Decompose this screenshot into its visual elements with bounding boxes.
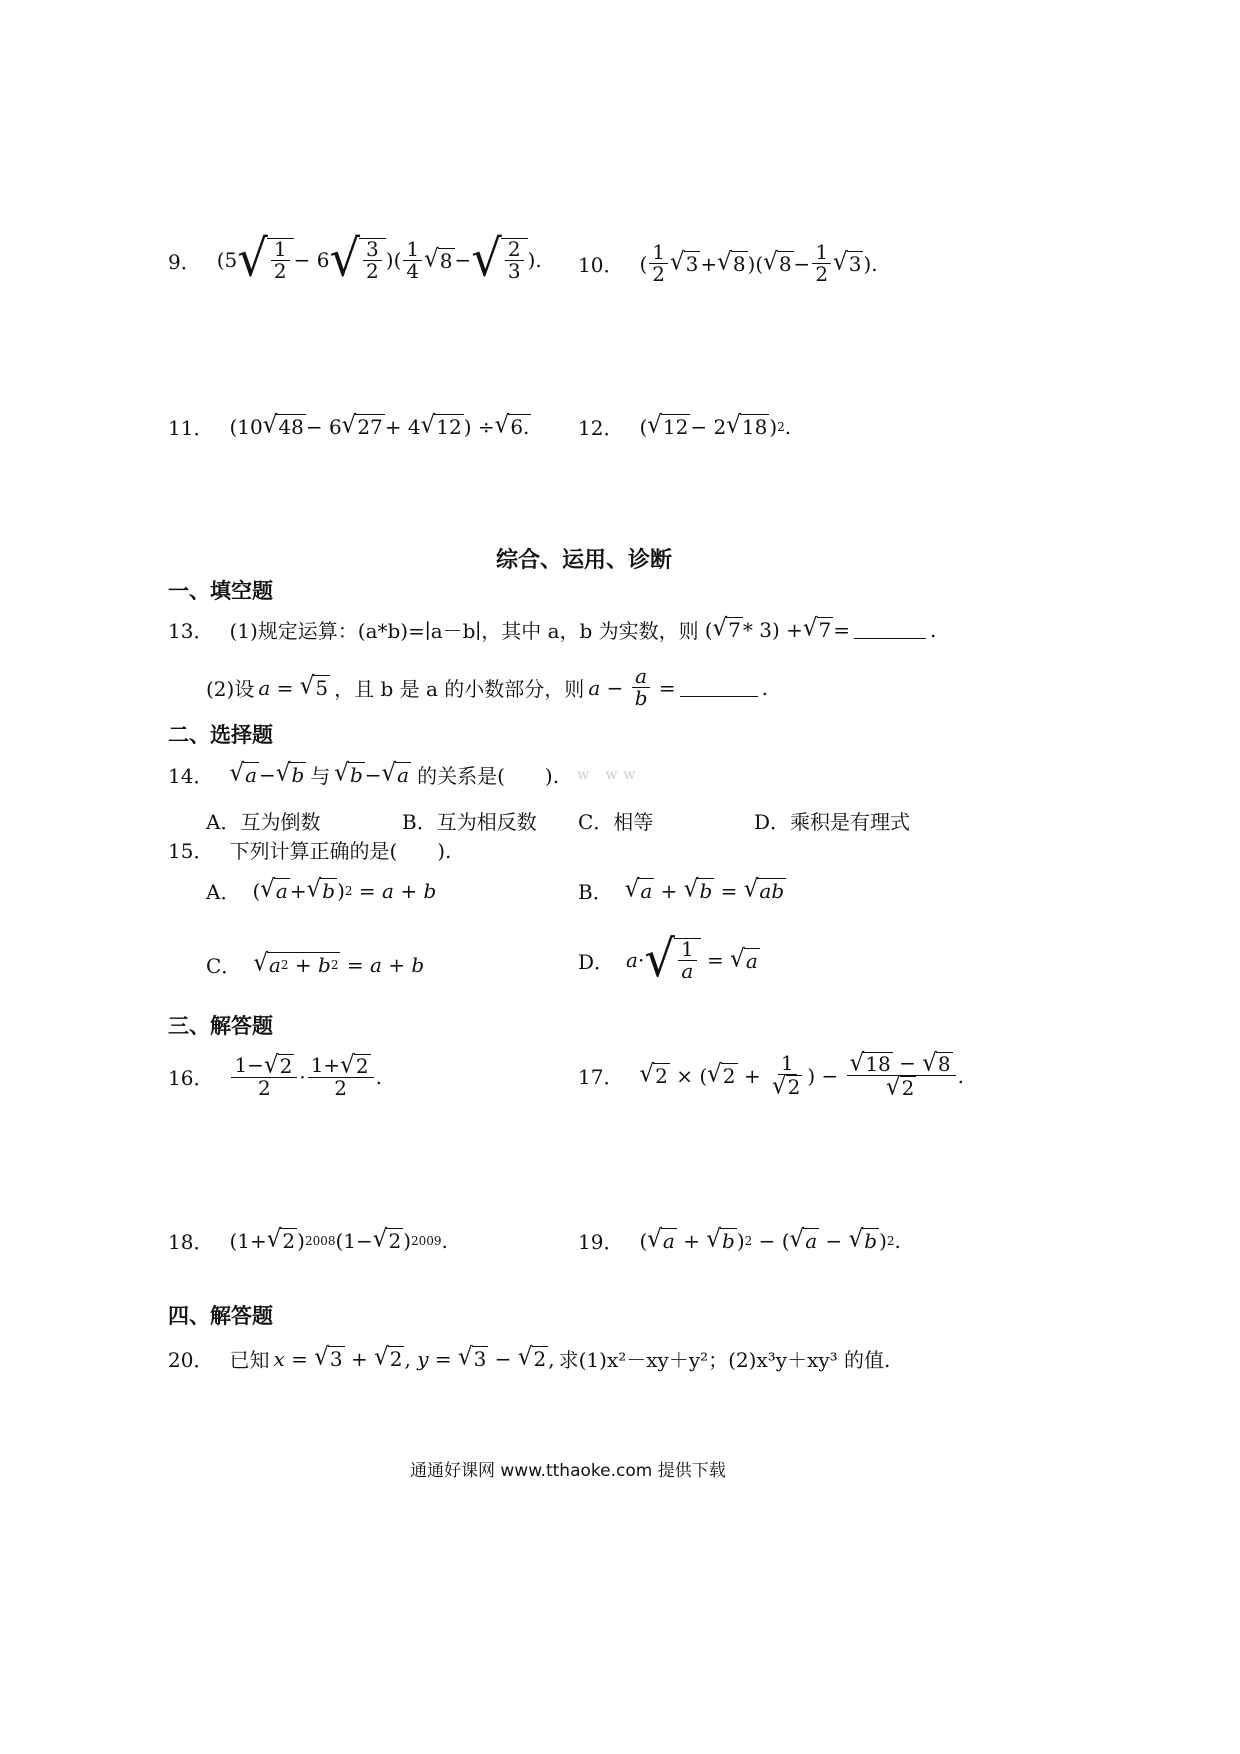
math-expression: ( √ 7 * 3) + √ 7 = <box>704 614 851 642</box>
answer-blank[interactable] <box>680 678 758 697</box>
question-text: ，且 b 是 a 的小数部分，则 <box>334 677 585 701</box>
math-expression: ( √ 12 − 2 √ 18 ) 2 . <box>639 411 792 439</box>
question-9 <box>168 229 542 289</box>
question-13-part-1: 13． (1)规定运算：(a*b)=∣a－b∣，其中 a，b 为实数，则 ( √ 7 * 3) + √ 7 = . <box>168 614 937 643</box>
math-expression: (5 √ $\frac{1}{2}$ − 6 √ $\frac{3}{2}$ )( $\frac{1}{4}$ √ 8 − √ $\frac{2}{3}$ ). <box>216 229 542 289</box>
question-number: 10． <box>578 253 624 277</box>
option-label: C． <box>206 954 242 978</box>
math-expression: √ b − √ a <box>334 759 410 787</box>
question-text: 下列计算正确的是( ). <box>229 839 452 863</box>
math-expression: a = √ 5 <box>258 672 329 700</box>
math-expression: √ a 2 + b 2 = a + b <box>253 949 425 977</box>
question-text: (1)规定运算：(a*b)=∣a－b∣，其中 a，b 为实数，则 <box>229 619 699 643</box>
section-title: 综合、运用、诊断 <box>496 548 673 573</box>
question-number: 13． <box>168 619 214 643</box>
option-d[interactable]: D．乘积是有理式 <box>754 810 911 834</box>
question-10 <box>578 242 878 285</box>
math-expression: √ a − √ b <box>229 759 305 787</box>
question-text: 与 <box>310 764 331 788</box>
question-number: 16． <box>168 1066 214 1090</box>
answer-blank[interactable] <box>854 620 926 639</box>
question-15 <box>168 835 451 864</box>
question-11 <box>168 412 531 441</box>
question-16 <box>168 1051 382 1100</box>
option-b[interactable] <box>578 876 786 905</box>
math-expression: x = √ 3 + √ 2 , y = √ 3 − √ 2 , <box>273 1343 555 1371</box>
option-label: D． <box>578 949 615 974</box>
question-text: 的关系是( ). <box>417 764 560 788</box>
option-label: A． <box>206 880 241 904</box>
question-number: 17． <box>578 1065 624 1089</box>
math-expression: 1− √ 2 2 · 1+ √ 2 2 . <box>229 1054 381 1099</box>
question-number: 12． <box>578 416 624 440</box>
heading-solve: 三、解答题 <box>168 1014 273 1038</box>
math-expression: ( $\frac{1}{2}$ √ 3 + √ 8 )( √ 8 − $\frac{1}{2}$ √ 3 ). <box>639 240 878 286</box>
question-number: 15． <box>168 839 214 863</box>
option-c[interactable] <box>206 950 424 979</box>
question-13-part-2: (2)设 a = √ 5 ，且 b 是 a 的小数部分，则 a − $\frac{a}{b}$ = . <box>206 664 769 710</box>
question-17 <box>578 1049 965 1101</box>
question-18 <box>168 1226 448 1255</box>
math-expression: √ 2 × ( √ 2 + 1 √ 2 ) − √ 18 − √ 8 √ 2 . <box>639 1049 965 1101</box>
question-text: (2)设 <box>206 677 255 701</box>
page-footer: 通通好课网 www.tthaoke.com 提供下载 <box>410 1461 726 1481</box>
math-expression: a · √ $\frac{1}{a}$ = √ a <box>626 929 758 989</box>
option-label: B． <box>578 880 613 904</box>
math-expression: ( √ a + √ b ) 2 = a + b <box>252 875 437 903</box>
question-number: 14． <box>168 764 214 788</box>
question-number: 11． <box>168 416 214 440</box>
question-19 <box>578 1226 901 1255</box>
math-expression: (1+ √ 2 ) 2008 (1− √ 2 ) 2009 . <box>229 1225 448 1253</box>
math-expression: a − $\frac{a}{b}$ = <box>588 664 676 710</box>
question-number: 9． <box>168 249 201 274</box>
option-a[interactable]: A．互为倒数 <box>206 810 321 834</box>
question-number: 20． <box>168 1348 214 1372</box>
math-expression: ( √ a + √ b ) 2 − ( √ a − √ b ) 2 . <box>639 1225 901 1253</box>
question-14 <box>168 760 641 789</box>
option-d[interactable] <box>578 929 760 989</box>
option-c[interactable]: C．相等 <box>578 810 654 834</box>
watermark: w ww <box>577 766 642 783</box>
math-expression: (10 √ 48 − 6 √ 27 + 4 √ 12 ) ÷ √ 6. <box>229 411 530 439</box>
question-12 <box>578 412 791 441</box>
heading-fill-blank: 一、填空题 <box>168 579 273 603</box>
math-expression: √ a + √ b = √ ab <box>624 875 785 903</box>
question-text: 求(1)x²－xy＋y²；(2)x³y＋xy³ 的值. <box>558 1348 891 1372</box>
question-text: 已知 <box>229 1348 270 1372</box>
question-number: 19． <box>578 1230 624 1254</box>
heading-solve-2: 四、解答题 <box>168 1304 273 1328</box>
heading-multiple-choice: 二、选择题 <box>168 723 273 747</box>
question-number: 18． <box>168 1230 214 1254</box>
option-b[interactable]: B．互为相反数 <box>402 810 537 834</box>
question-20 <box>168 1344 890 1373</box>
option-a[interactable] <box>206 876 436 905</box>
